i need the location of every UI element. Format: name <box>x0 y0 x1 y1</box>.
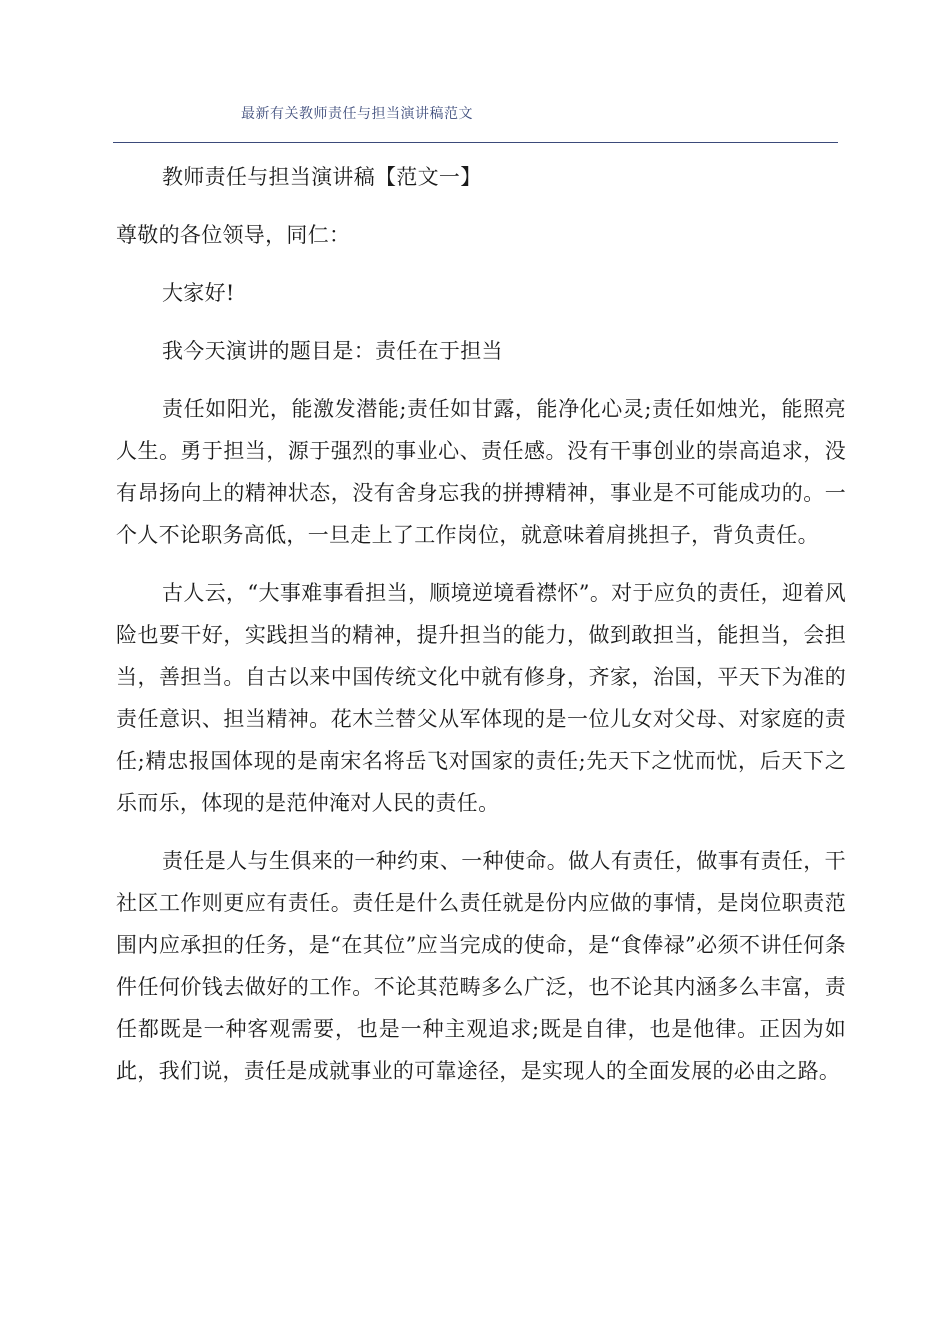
document-title: 教师责任与担当演讲稿【范文一】 <box>162 165 482 189</box>
body-paragraph: 责任如阳光，能激发潜能;责任如甘露，能净化心灵;责任如烛光，能照亮人生。勇于担当，源于强烈的事业心、责任感。没有干事创业的崇高追求，没有昂扬向上的精神状态，没有舍身忘我的拼搏精神，事业是不可能成功的。一个人不论职务高低，一旦走上了工作岗位，就意味着肩挑担子，背负责任。 <box>116 397 846 547</box>
salutation: 尊敬的各位领导，同仁： <box>116 223 351 247</box>
header-divider <box>113 142 838 143</box>
body-paragraph: 古人云，“大事难事看担当，顺境逆境看襟怀”。对于应负的责任，迎着风险也要干好，实践担当的精神，提升担当的能力，做到敢担当，能担当，会担当，善担当。自古以来中国传统文化中就有修身，齐家，治国，平天下为准的责任意识、担当精神。花木兰替父从军体现的是一位儿女对父母、对家庭的责任;精忠报国体现的是南宋名将岳飞对国家的责任;先天下之忧而忧，后天下之乐而乐，体现的是范仲淹对人民的责任。 <box>116 581 846 815</box>
document-body <box>116 156 846 1108</box>
running-header: 最新有关教师责任与担当演讲稿范文 <box>241 106 473 122</box>
greeting: 大家好! <box>162 281 235 305</box>
speech-topic: 我今天演讲的题目是：责任在于担当 <box>162 339 503 363</box>
body-paragraph: 责任是人与生俱来的一种约束、一种使命。做人有责任，做事有责任，干社区工作则更应有责任。责任是什么责任就是份内应做的事情，是岗位职责范围内应承担的任务，是“在其位”应当完成的使命，是“食俸禄”必须不讲任何条件任何价钱去做好的工作。不论其范畴多么广泛，也不论其内涵多么丰富，责任都既是一种客观需要，也是一种主观追求;既是自律，也是他律。正因为如此，我们说，责任是成就事业的可靠途径，是实现人的全面发展的必由之路。 <box>116 849 846 1083</box>
